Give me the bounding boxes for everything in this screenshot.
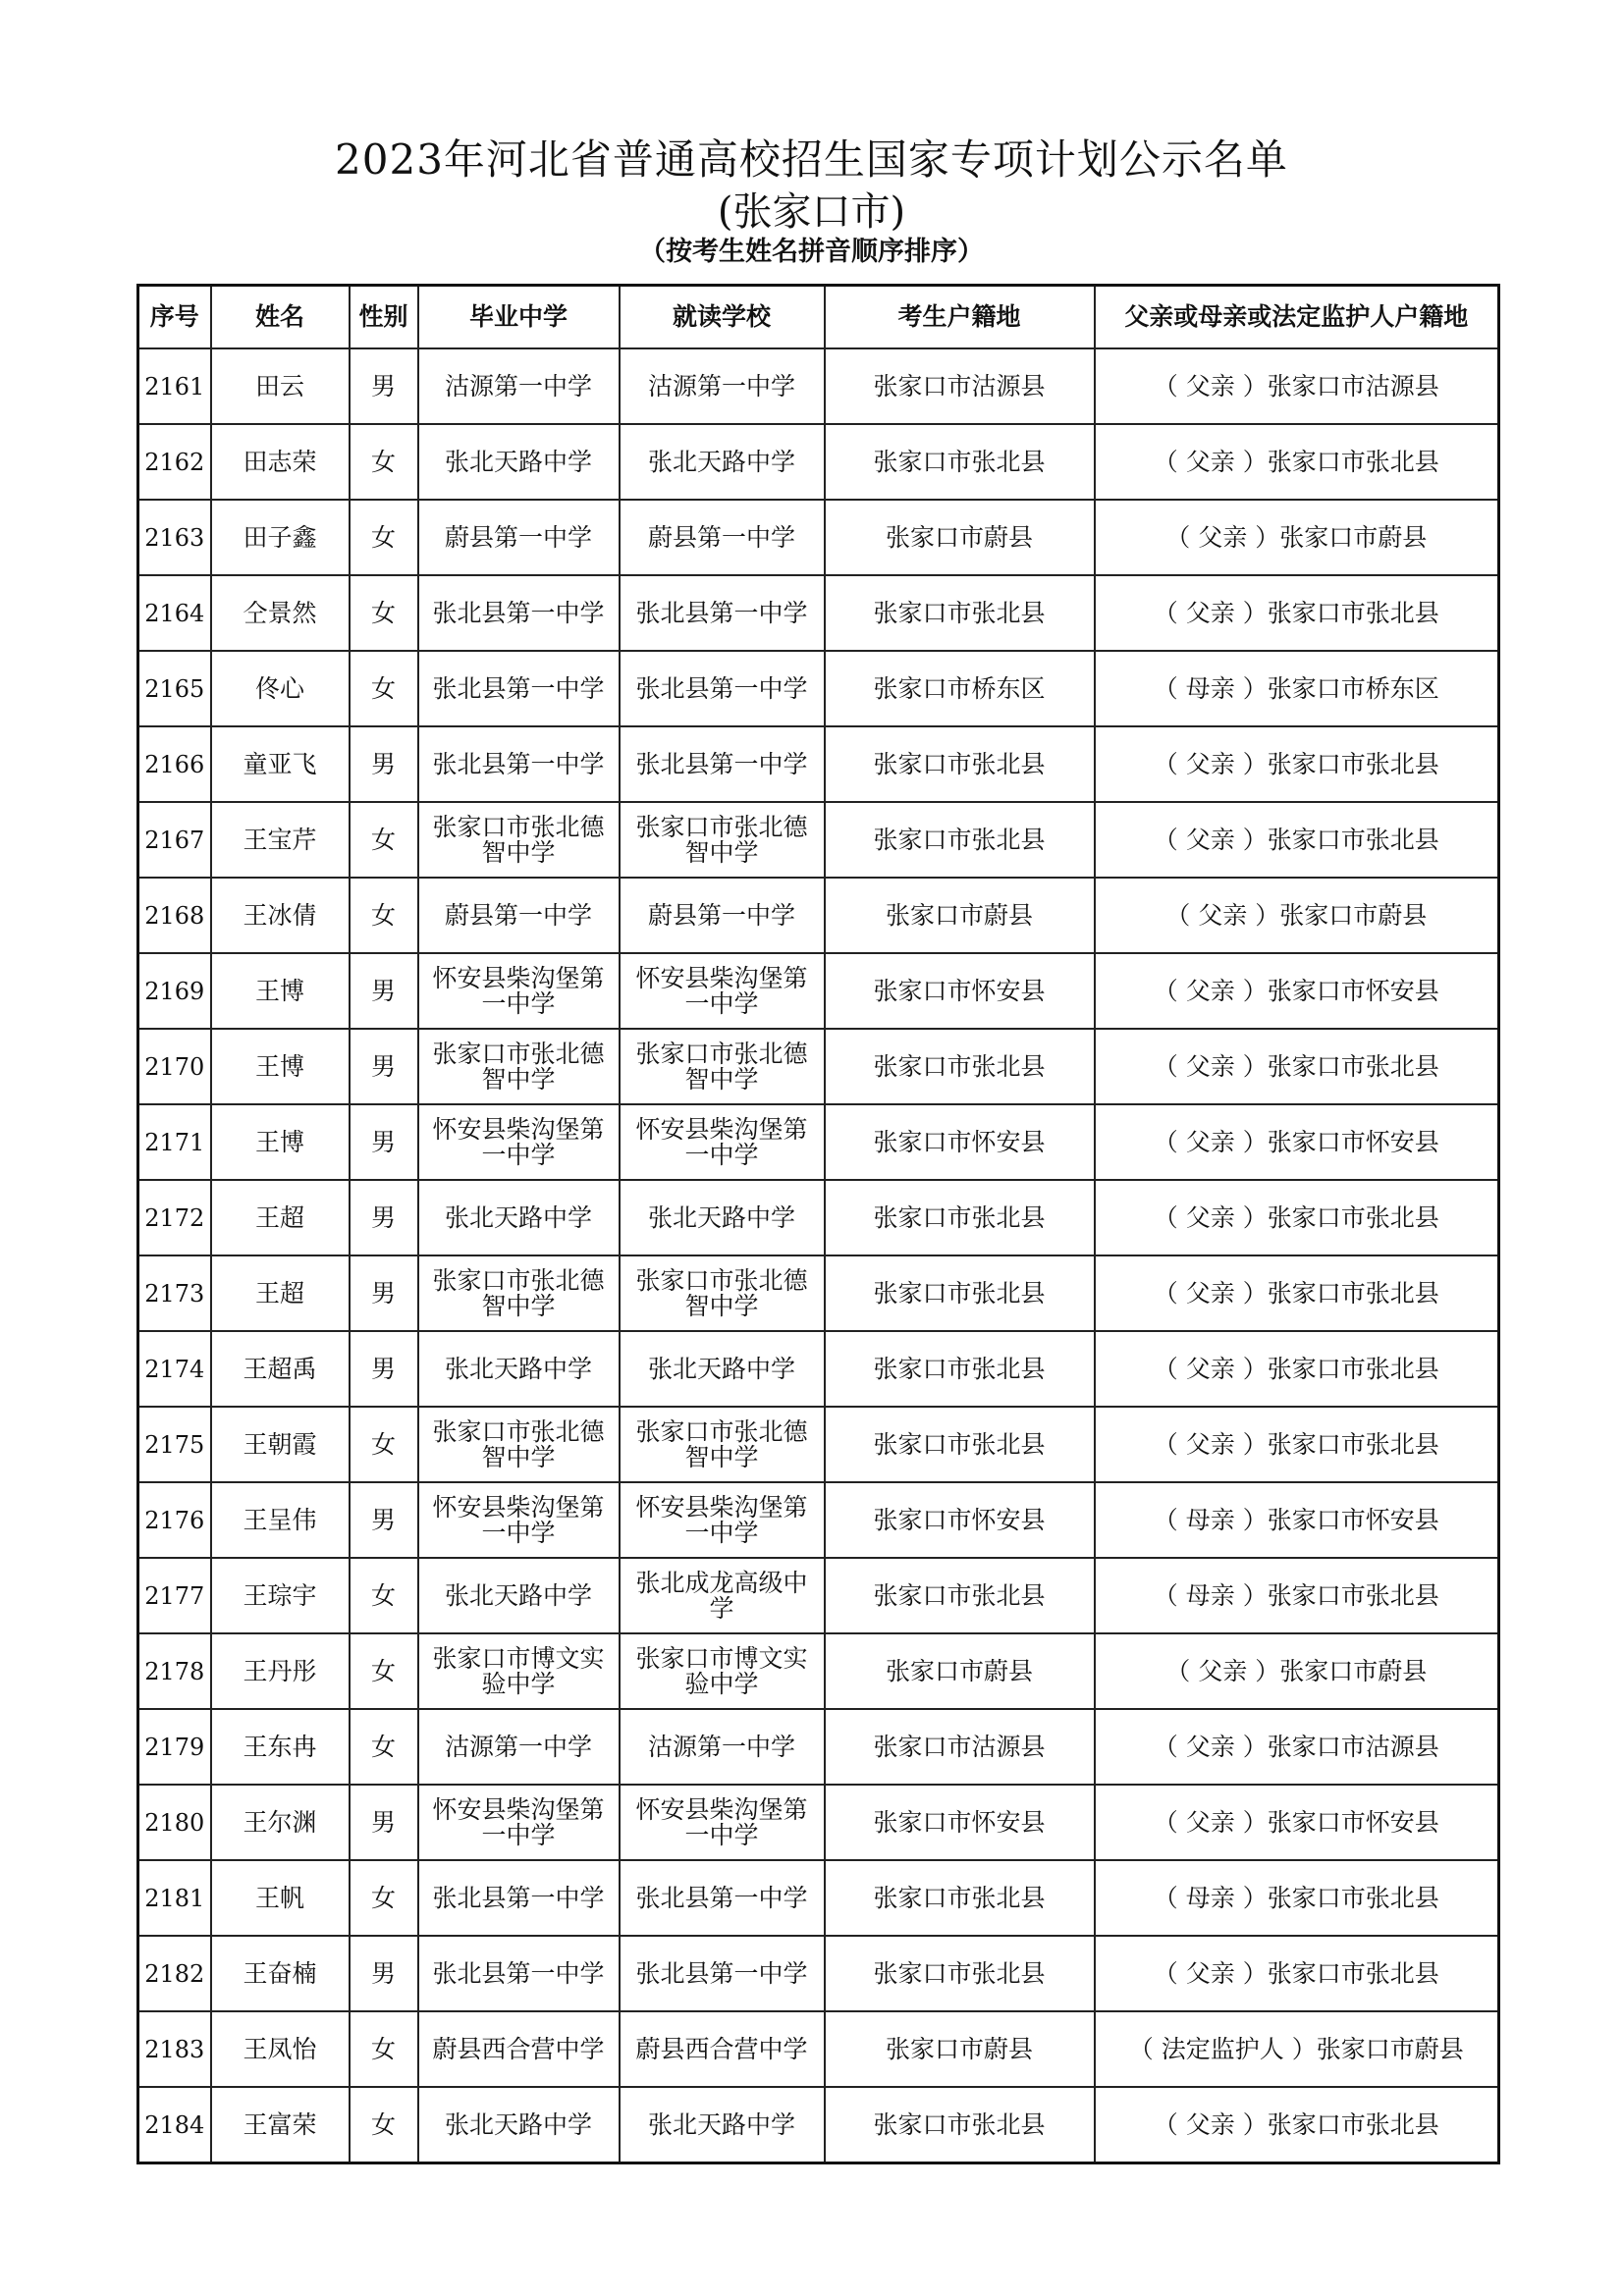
table-row (138, 2011, 1499, 2087)
cell-guardian-residence: （ 母亲 ）张家口市张北县 (1095, 1558, 1499, 1633)
cell-guardian-residence: （ 父亲 ）张家口市蔚县 (1095, 500, 1499, 575)
cell-serial: 2176 (138, 1482, 211, 1558)
header-current-school: 就读学校 (620, 286, 825, 349)
cell-serial: 2179 (138, 1709, 211, 1785)
table-row (138, 575, 1499, 651)
cell-name: 王超 (211, 1180, 350, 1255)
cell-guardian-residence: （ 父亲 ）张家口市怀安县 (1095, 953, 1499, 1029)
cell-guardian-residence: （ 父亲 ）张家口市沽源县 (1095, 1709, 1499, 1785)
cell-guardian-residence: （ 父亲 ）张家口市怀安县 (1095, 1104, 1499, 1180)
cell-graduation-school: 怀安县柴沟堡第一中学 (418, 953, 620, 1029)
cell-student-residence: 张家口市蔚县 (825, 878, 1095, 953)
cell-guardian-residence: （ 父亲 ）张家口市张北县 (1095, 726, 1499, 802)
cell-current-school: 沽源第一中学 (620, 1709, 825, 1785)
table-row (138, 1558, 1499, 1633)
cell-student-residence: 张家口市张北县 (825, 1860, 1095, 1936)
header-graduation-school: 毕业中学 (418, 286, 620, 349)
cell-current-school: 怀安县柴沟堡第一中学 (620, 953, 825, 1029)
table-body (138, 348, 1499, 2163)
cell-gender: 男 (350, 1255, 418, 1331)
cell-current-school: 张家口市张北德智中学 (620, 1029, 825, 1104)
cell-guardian-residence: （ 父亲 ）张家口市张北县 (1095, 2087, 1499, 2163)
cell-gender: 男 (350, 726, 418, 802)
cell-serial: 2165 (138, 651, 211, 726)
cell-current-school: 张家口市博文实验中学 (620, 1633, 825, 1709)
cell-serial: 2182 (138, 1936, 211, 2011)
cell-name: 王超 (211, 1255, 350, 1331)
cell-current-school: 张北县第一中学 (620, 575, 825, 651)
cell-current-school: 张北县第一中学 (620, 651, 825, 726)
cell-guardian-residence: （ 母亲 ）张家口市桥东区 (1095, 651, 1499, 726)
cell-current-school: 怀安县柴沟堡第一中学 (620, 1785, 825, 1860)
cell-student-residence: 张家口市张北县 (825, 1255, 1095, 1331)
cell-guardian-residence: （ 父亲 ）张家口市张北县 (1095, 802, 1499, 878)
cell-serial: 2163 (138, 500, 211, 575)
cell-guardian-residence: （ 父亲 ）张家口市张北县 (1095, 575, 1499, 651)
cell-student-residence: 张家口市张北县 (825, 1029, 1095, 1104)
cell-graduation-school: 张北县第一中学 (418, 651, 620, 726)
table-row (138, 1785, 1499, 1860)
cell-name: 王宝芹 (211, 802, 350, 878)
cell-serial: 2181 (138, 1860, 211, 1936)
cell-gender: 女 (350, 2011, 418, 2087)
cell-student-residence: 张家口市蔚县 (825, 1633, 1095, 1709)
cell-name: 王尔渊 (211, 1785, 350, 1860)
cell-current-school: 蔚县西合营中学 (620, 2011, 825, 2087)
table-row (138, 1180, 1499, 1255)
cell-graduation-school: 张北县第一中学 (418, 1860, 620, 1936)
table-row (138, 500, 1499, 575)
cell-current-school: 怀安县柴沟堡第一中学 (620, 1104, 825, 1180)
cell-graduation-school: 张家口市张北德智中学 (418, 1255, 620, 1331)
cell-graduation-school: 蔚县第一中学 (418, 878, 620, 953)
cell-current-school: 张北天路中学 (620, 1331, 825, 1407)
cell-graduation-school: 张北天路中学 (418, 1331, 620, 1407)
table-row (138, 1104, 1499, 1180)
header-student-residence: 考生户籍地 (825, 286, 1095, 349)
cell-gender: 女 (350, 500, 418, 575)
roster-table (136, 284, 1500, 2164)
table-row (138, 1255, 1499, 1331)
table-row (138, 651, 1499, 726)
cell-guardian-residence: （ 父亲 ）张家口市张北县 (1095, 1407, 1499, 1482)
cell-guardian-residence: （ 父亲 ）张家口市张北县 (1095, 1331, 1499, 1407)
table-row (138, 1860, 1499, 1936)
cell-graduation-school: 张北县第一中学 (418, 726, 620, 802)
cell-student-residence: 张家口市张北县 (825, 1407, 1095, 1482)
cell-graduation-school: 怀安县柴沟堡第一中学 (418, 1104, 620, 1180)
document-city: (张家口市) (717, 189, 906, 235)
cell-student-residence: 张家口市沽源县 (825, 1709, 1095, 1785)
cell-student-residence: 张家口市张北县 (825, 726, 1095, 802)
cell-serial: 2178 (138, 1633, 211, 1709)
cell-name: 王博 (211, 1104, 350, 1180)
cell-gender: 女 (350, 1709, 418, 1785)
cell-name: 王奋楠 (211, 1936, 350, 2011)
table-row (138, 953, 1499, 1029)
cell-gender: 女 (350, 1558, 418, 1633)
cell-serial: 2167 (138, 802, 211, 878)
table-row (138, 1709, 1499, 1785)
cell-serial: 2173 (138, 1255, 211, 1331)
document-sort-note: （按考生姓名拼音顺序排序） (639, 237, 984, 267)
cell-name: 田子鑫 (211, 500, 350, 575)
cell-student-residence: 张家口市蔚县 (825, 2011, 1095, 2087)
table-row (138, 878, 1499, 953)
cell-gender: 男 (350, 1785, 418, 1860)
cell-student-residence: 张家口市怀安县 (825, 1482, 1095, 1558)
cell-current-school: 沽源第一中学 (620, 348, 825, 424)
cell-gender: 女 (350, 1860, 418, 1936)
cell-gender: 女 (350, 575, 418, 651)
table-row (138, 1331, 1499, 1407)
header-name: 姓名 (211, 286, 350, 349)
cell-student-residence: 张家口市张北县 (825, 1331, 1095, 1407)
cell-gender: 女 (350, 1633, 418, 1709)
cell-guardian-residence: （ 母亲 ）张家口市怀安县 (1095, 1482, 1499, 1558)
cell-name: 王超禹 (211, 1331, 350, 1407)
cell-gender: 女 (350, 878, 418, 953)
cell-name: 王朝霞 (211, 1407, 350, 1482)
cell-graduation-school: 张家口市博文实验中学 (418, 1633, 620, 1709)
cell-serial: 2166 (138, 726, 211, 802)
cell-guardian-residence: （ 父亲 ）张家口市蔚县 (1095, 878, 1499, 953)
cell-name: 仝景然 (211, 575, 350, 651)
table-row (138, 802, 1499, 878)
cell-gender: 女 (350, 651, 418, 726)
cell-serial: 2170 (138, 1029, 211, 1104)
cell-gender: 男 (350, 1180, 418, 1255)
cell-serial: 2184 (138, 2087, 211, 2163)
cell-serial: 2177 (138, 1558, 211, 1633)
cell-serial: 2168 (138, 878, 211, 953)
cell-current-school: 蔚县第一中学 (620, 878, 825, 953)
cell-current-school: 张家口市张北德智中学 (620, 802, 825, 878)
cell-name: 王帆 (211, 1860, 350, 1936)
cell-gender: 男 (350, 1936, 418, 2011)
cell-gender: 男 (350, 1104, 418, 1180)
cell-student-residence: 张家口市张北县 (825, 575, 1095, 651)
cell-graduation-school: 怀安县柴沟堡第一中学 (418, 1482, 620, 1558)
cell-student-residence: 张家口市怀安县 (825, 953, 1095, 1029)
cell-name: 王冰倩 (211, 878, 350, 953)
table-row (138, 726, 1499, 802)
cell-student-residence: 张家口市张北县 (825, 1558, 1095, 1633)
table-row (138, 2087, 1499, 2163)
cell-graduation-school: 张北天路中学 (418, 1180, 620, 1255)
cell-guardian-residence: （ 父亲 ）张家口市怀安县 (1095, 1785, 1499, 1860)
cell-name: 王博 (211, 953, 350, 1029)
cell-gender: 女 (350, 802, 418, 878)
cell-current-school: 张北天路中学 (620, 1180, 825, 1255)
cell-serial: 2164 (138, 575, 211, 651)
cell-graduation-school: 怀安县柴沟堡第一中学 (418, 1785, 620, 1860)
cell-guardian-residence: （ 父亲 ）张家口市张北县 (1095, 424, 1499, 500)
cell-serial: 2174 (138, 1331, 211, 1407)
table-row (138, 424, 1499, 500)
cell-name: 王琮宇 (211, 1558, 350, 1633)
cell-serial: 2162 (138, 424, 211, 500)
cell-graduation-school: 张家口市张北德智中学 (418, 802, 620, 878)
cell-student-residence: 张家口市张北县 (825, 802, 1095, 878)
cell-serial: 2161 (138, 348, 211, 424)
cell-current-school: 张北县第一中学 (620, 726, 825, 802)
cell-graduation-school: 张北天路中学 (418, 1558, 620, 1633)
cell-name: 童亚飞 (211, 726, 350, 802)
cell-guardian-residence: （ 父亲 ）张家口市张北县 (1095, 1255, 1499, 1331)
cell-current-school: 张北成龙高级中学 (620, 1558, 825, 1633)
cell-name: 王博 (211, 1029, 350, 1104)
cell-student-residence: 张家口市蔚县 (825, 500, 1095, 575)
cell-student-residence: 张家口市张北县 (825, 2087, 1095, 2163)
cell-graduation-school: 沽源第一中学 (418, 348, 620, 424)
cell-current-school: 蔚县第一中学 (620, 500, 825, 575)
cell-name: 王富荣 (211, 2087, 350, 2163)
cell-guardian-residence: （ 父亲 ）张家口市张北县 (1095, 1180, 1499, 1255)
cell-current-school: 张北天路中学 (620, 424, 825, 500)
cell-student-residence: 张家口市张北县 (825, 424, 1095, 500)
table-row (138, 1407, 1499, 1482)
cell-name: 佟心 (211, 651, 350, 726)
cell-gender: 男 (350, 953, 418, 1029)
cell-current-school: 张家口市张北德智中学 (620, 1255, 825, 1331)
cell-graduation-school: 张北天路中学 (418, 424, 620, 500)
cell-graduation-school: 沽源第一中学 (418, 1709, 620, 1785)
cell-gender: 女 (350, 1407, 418, 1482)
cell-name: 王东冉 (211, 1709, 350, 1785)
cell-guardian-residence: （ 法定监护人 ）张家口市蔚县 (1095, 2011, 1499, 2087)
cell-student-residence: 张家口市怀安县 (825, 1104, 1095, 1180)
cell-student-residence: 张家口市张北县 (825, 1936, 1095, 2011)
cell-student-residence: 张家口市沽源县 (825, 348, 1095, 424)
cell-gender: 女 (350, 424, 418, 500)
cell-serial: 2172 (138, 1180, 211, 1255)
cell-gender: 男 (350, 348, 418, 424)
cell-graduation-school: 张家口市张北德智中学 (418, 1407, 620, 1482)
cell-graduation-school: 蔚县第一中学 (418, 500, 620, 575)
cell-name: 王凤怡 (211, 2011, 350, 2087)
cell-serial: 2171 (138, 1104, 211, 1180)
cell-student-residence: 张家口市张北县 (825, 1180, 1095, 1255)
table-row (138, 1633, 1499, 1709)
cell-current-school: 张北县第一中学 (620, 1860, 825, 1936)
cell-name: 田志荣 (211, 424, 350, 500)
header-guardian-residence: 父亲或母亲或法定监护人户籍地 (1095, 286, 1499, 349)
cell-guardian-residence: （ 父亲 ）张家口市张北县 (1095, 1936, 1499, 2011)
cell-name: 王丹彤 (211, 1633, 350, 1709)
cell-guardian-residence: （ 父亲 ）张家口市沽源县 (1095, 348, 1499, 424)
cell-graduation-school: 张家口市张北德智中学 (418, 1029, 620, 1104)
cell-current-school: 张北天路中学 (620, 2087, 825, 2163)
cell-name: 田云 (211, 348, 350, 424)
cell-graduation-school: 张北县第一中学 (418, 575, 620, 651)
cell-serial: 2183 (138, 2011, 211, 2087)
table-header-row (138, 286, 1499, 349)
table-row (138, 348, 1499, 424)
cell-gender: 男 (350, 1029, 418, 1104)
cell-current-school: 张北县第一中学 (620, 1936, 825, 2011)
cell-guardian-residence: （ 父亲 ）张家口市张北县 (1095, 1029, 1499, 1104)
cell-serial: 2180 (138, 1785, 211, 1860)
header-serial: 序号 (138, 286, 211, 349)
cell-current-school: 张家口市张北德智中学 (620, 1407, 825, 1482)
cell-name: 王呈伟 (211, 1482, 350, 1558)
cell-graduation-school: 张北天路中学 (418, 2087, 620, 2163)
cell-graduation-school: 蔚县西合营中学 (418, 2011, 620, 2087)
cell-guardian-residence: （ 父亲 ）张家口市蔚县 (1095, 1633, 1499, 1709)
document-title: 2023年河北省普通高校招生国家专项计划公示名单 (335, 135, 1288, 184)
cell-current-school: 怀安县柴沟堡第一中学 (620, 1482, 825, 1558)
cell-student-residence: 张家口市怀安县 (825, 1785, 1095, 1860)
cell-gender: 男 (350, 1482, 418, 1558)
cell-serial: 2175 (138, 1407, 211, 1482)
table-row (138, 1936, 1499, 2011)
cell-gender: 女 (350, 2087, 418, 2163)
cell-guardian-residence: （ 母亲 ）张家口市张北县 (1095, 1860, 1499, 1936)
header-gender: 性别 (350, 286, 418, 349)
cell-serial: 2169 (138, 953, 211, 1029)
cell-student-residence: 张家口市桥东区 (825, 651, 1095, 726)
cell-graduation-school: 张北县第一中学 (418, 1936, 620, 2011)
table-row (138, 1482, 1499, 1558)
cell-gender: 男 (350, 1331, 418, 1407)
table-row (138, 1029, 1499, 1104)
